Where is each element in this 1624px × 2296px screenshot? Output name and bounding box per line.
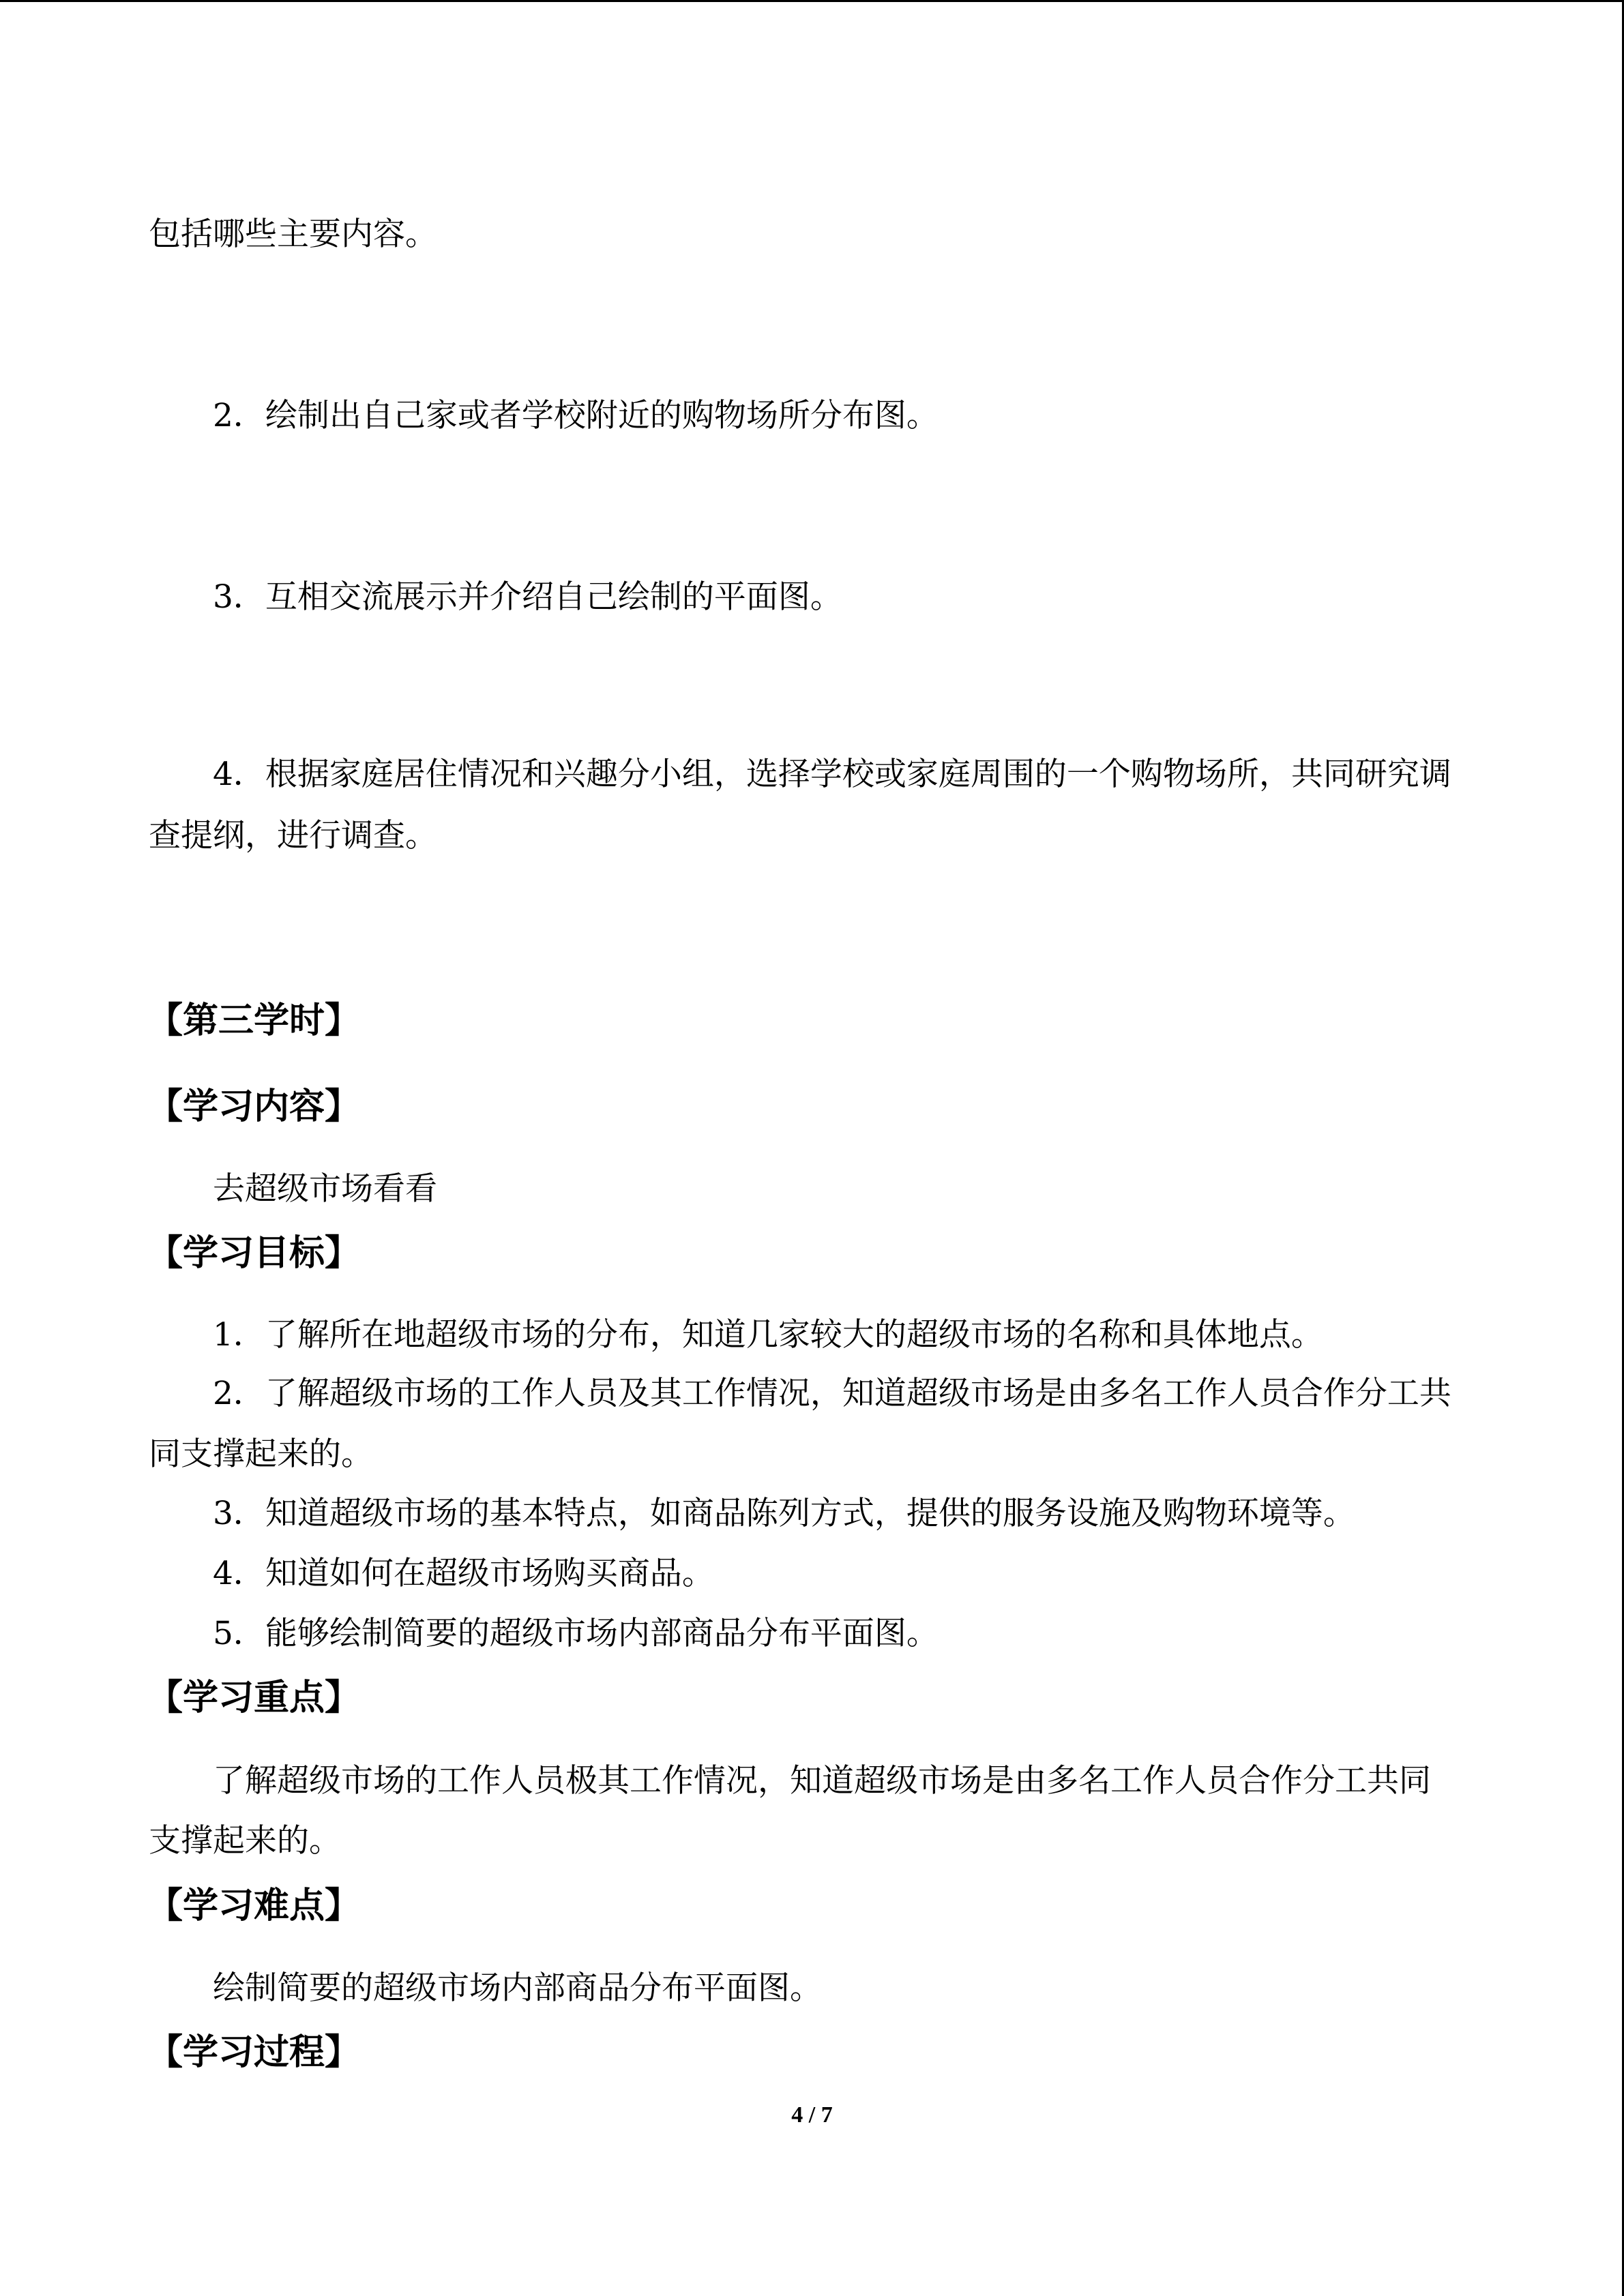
key-heading: 【学习重点】	[147, 1678, 361, 1718]
activity-item-4-continued: 查提纲，进行调查。	[149, 817, 437, 854]
activity-item-3: 3．互相交流展示并介绍自己绘制的平面图。	[213, 578, 842, 616]
goal-item: 2．了解超级市场的工作人员及其工作情况，知道超级市场是由多名工作人员合作分工共	[213, 1375, 1451, 1412]
process-heading: 【学习过程】	[147, 2032, 361, 2073]
key-text-continued: 支撑起来的。	[149, 1822, 341, 1860]
lesson-title: 【第三学时】	[147, 1000, 361, 1041]
difficulty-text: 绘制简要的超级市场内部商品分布平面图。	[213, 1969, 822, 2007]
activity-item-2: 2．绘制出自己家或者学校附近的购物场所分布图。	[213, 397, 939, 434]
goal-item: 3．知道超级市场的基本特点，如商品陈列方式，提供的服务设施及购物环境等。	[213, 1495, 1355, 1532]
activity-item-4: 4．根据家庭居住情况和兴趣分小组，选择学校或家庭周围的一个购物场所，共同研究调	[213, 756, 1451, 793]
page-border-top	[0, 0, 1624, 2]
continuation-text: 包括哪些主要内容。	[149, 215, 437, 253]
goal-item: 5．能够绘制简要的超级市场内部商品分布平面图。	[213, 1615, 939, 1652]
content-heading: 【学习内容】	[147, 1086, 361, 1127]
goal-item-continued: 同支撑起来的。	[149, 1435, 373, 1473]
content-text: 去超级市场看看	[213, 1170, 437, 1208]
goals-heading: 【学习目标】	[147, 1233, 361, 1274]
goal-item: 4．知道如何在超级市场购买商品。	[213, 1555, 714, 1592]
key-text: 了解超级市场的工作人员极其工作情况，知道超级市场是由多名工作人员合作分工共同	[213, 1762, 1431, 1800]
difficulty-heading: 【学习难点】	[147, 1885, 361, 1926]
goal-item: 1．了解所在地超级市场的分布，知道几家较大的超级市场的名称和具体地点。	[213, 1316, 1323, 1354]
page-number: 4 / 7	[791, 2102, 833, 2128]
